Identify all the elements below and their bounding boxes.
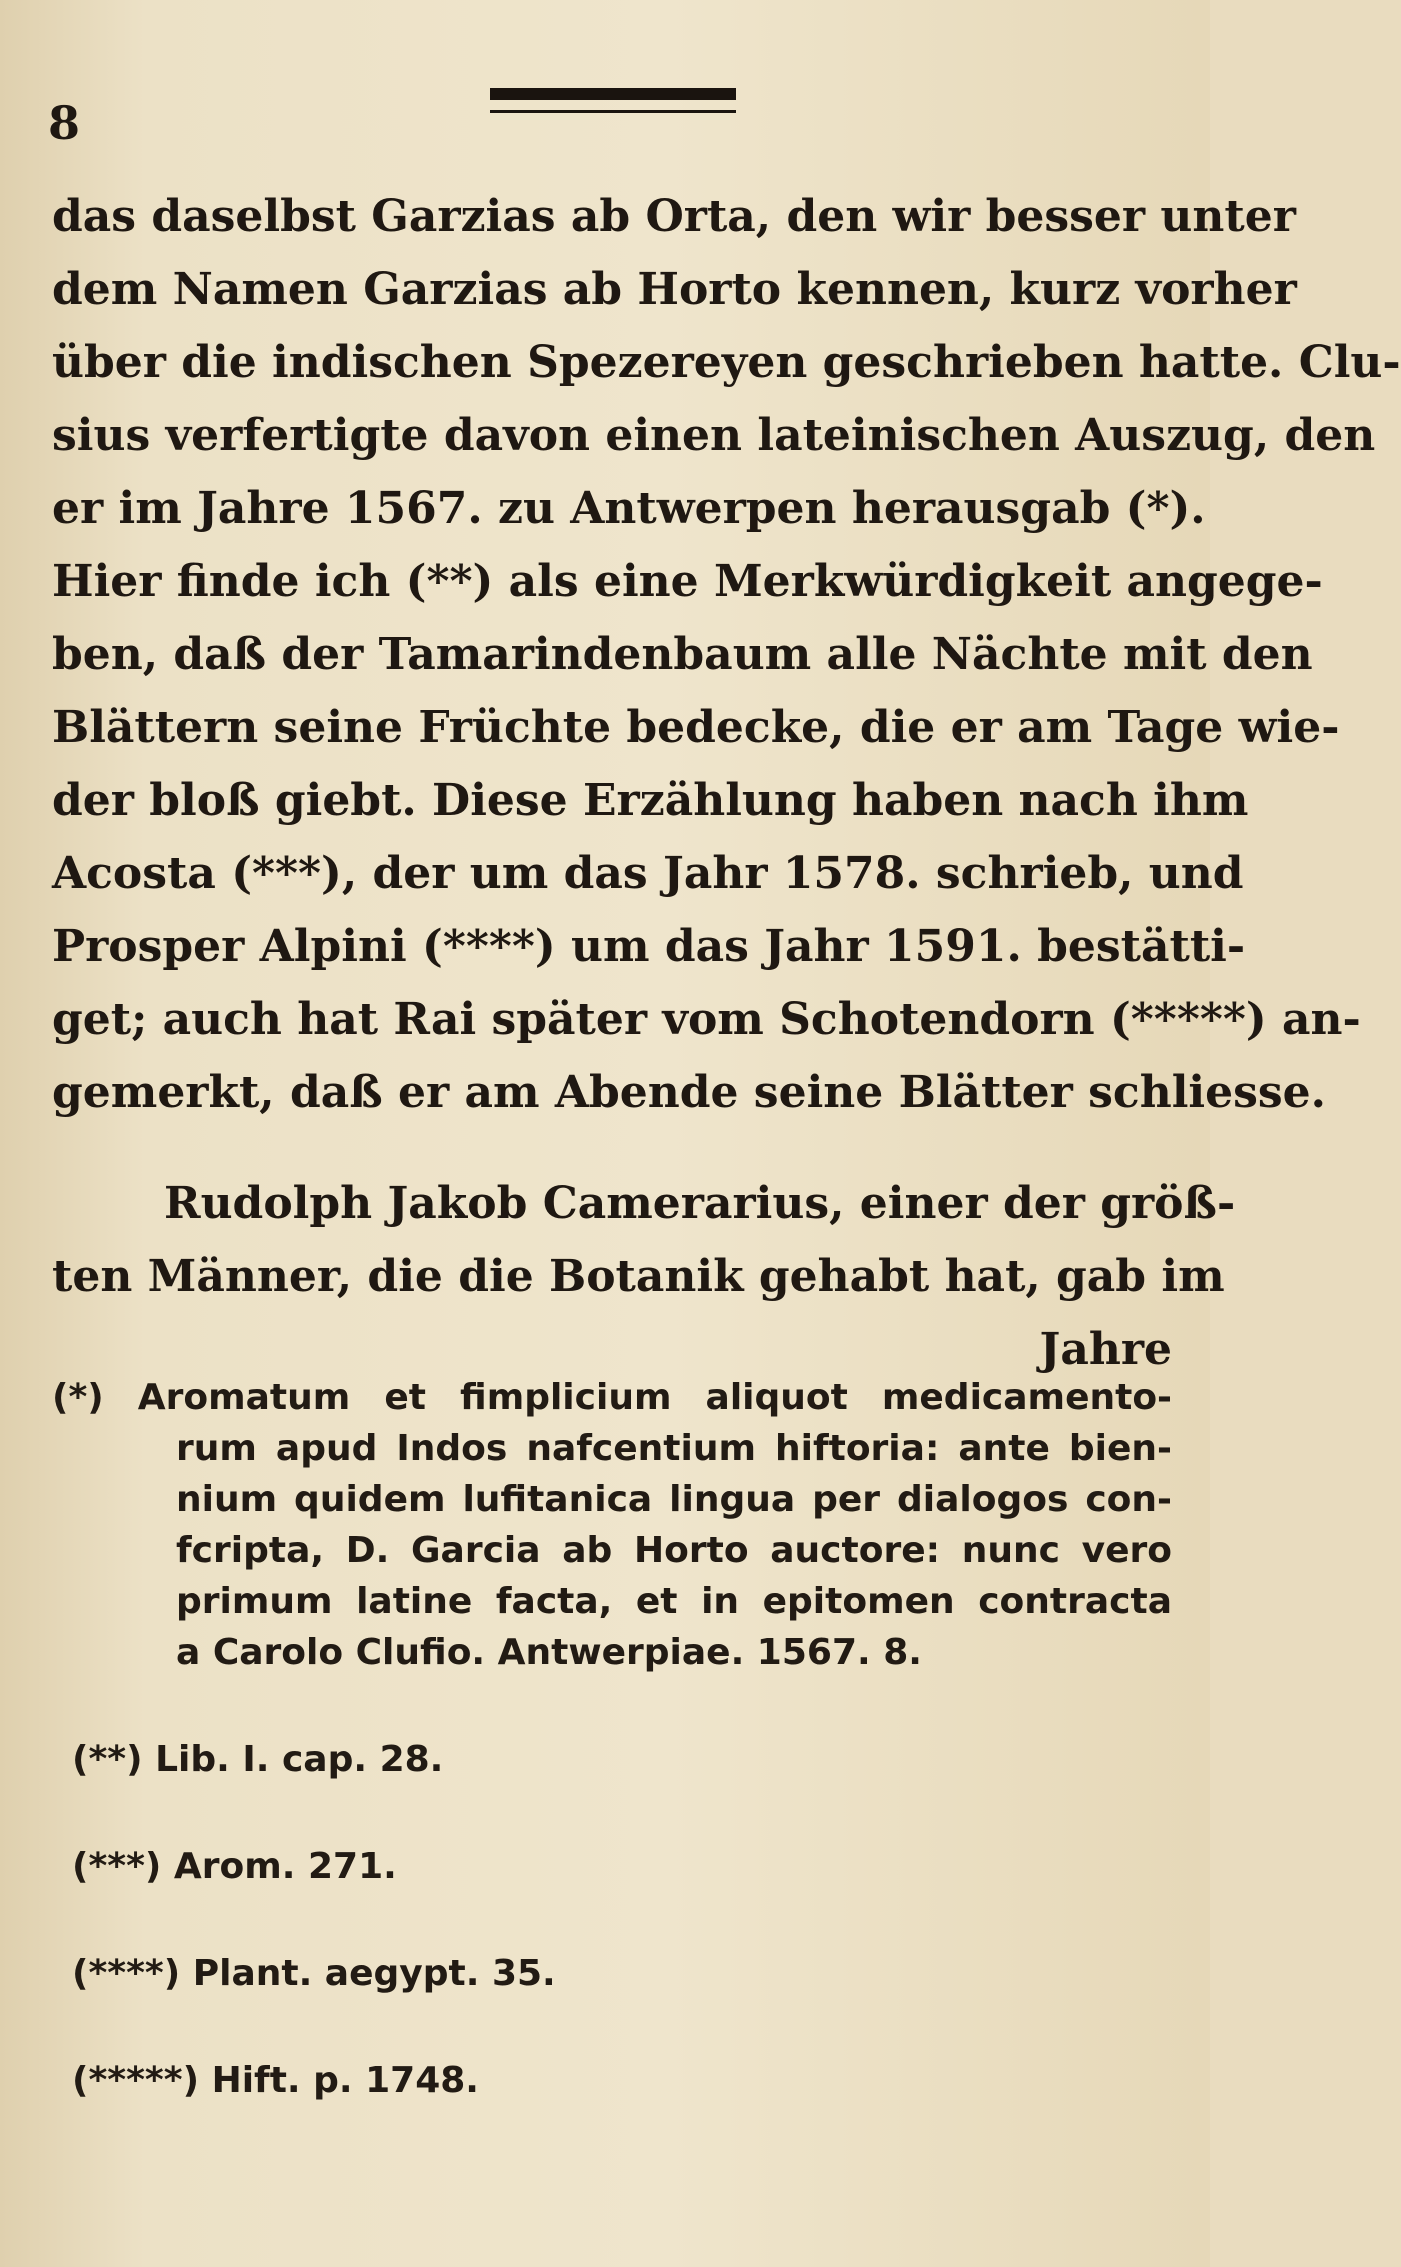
text-line: ben, daß der Tamarindenbaum alle Nächte mit den (52, 629, 1313, 680)
text-line: er im Jahre 1567. zu Antwerpen herausgab (*). (52, 483, 1206, 534)
footnote-line: fcripta, D. Garcia ab Horto auctore: nunc vero (176, 1530, 1172, 1571)
page-number: 8 (48, 96, 81, 150)
footnote-line: primum latine facta, et in epitomen contracta (176, 1581, 1172, 1622)
text-line: das daselbst Garzias ab Orta, den wir besser unter (52, 191, 1296, 242)
text-line: get; auch hat Rai später vom Schotendorn (*****) an- (52, 994, 1361, 1045)
text-line: Acosta (***), der um das Jahr 1578. schrieb, und (52, 848, 1244, 899)
footnote-4: (****) Plant. aegypt. 35. (72, 1953, 556, 1994)
footnote-5: (*****) Hift. p. 1748. (72, 2060, 479, 2101)
text-line: Hier finde ich (**) als eine Merkwürdigkeit angege- (52, 556, 1323, 607)
text-line: dem Namen Garzias ab Horto kennen, kurz vorher (52, 264, 1297, 315)
text-line: Blättern seine Früchte bedecke, die er am Tage wie- (52, 702, 1340, 753)
footnote-line: nium quidem lufitanica lingua per dialogos con- (176, 1479, 1172, 1520)
footnote-line: rum apud Indos nafcentium hiftoria: ante bien- (176, 1428, 1172, 1469)
catchword: Jahre (1039, 1324, 1172, 1375)
text-line: ten Männer, die die Botanik gehabt hat, gab im (52, 1251, 1225, 1302)
text-line: gemerkt, daß er am Abende seine Blätter schliesse. (52, 1067, 1326, 1118)
header-rule-thick (490, 88, 736, 100)
text-line: der bloß giebt. Diese Erzählung haben nach ihm (52, 775, 1249, 826)
header-rule-thin (490, 110, 736, 113)
text-line: Prosper Alpini (****) um das Jahr 1591. bestätti- (52, 921, 1246, 972)
text-line: Rudolph Jakob Camerarius, einer der größ- (164, 1178, 1236, 1229)
footnote-2: (**) Lib. I. cap. 28. (72, 1739, 444, 1780)
text-line: über die indischen Spezereyen geschrieben hatte. Clu- (52, 337, 1401, 388)
footnote-line: (*) Aromatum et fimplicium aliquot medicamento- (52, 1377, 1172, 1418)
footnote-3: (***) Arom. 271. (72, 1846, 397, 1887)
footnote-line: a Carolo Clufio. Antwerpiae. 1567. 8. (176, 1632, 922, 1673)
main-text (52, 180, 1401, 1386)
footnotes (52, 1372, 1172, 2106)
text-line: sius verfertigte davon einen lateinischen Auszug, den (52, 410, 1376, 461)
